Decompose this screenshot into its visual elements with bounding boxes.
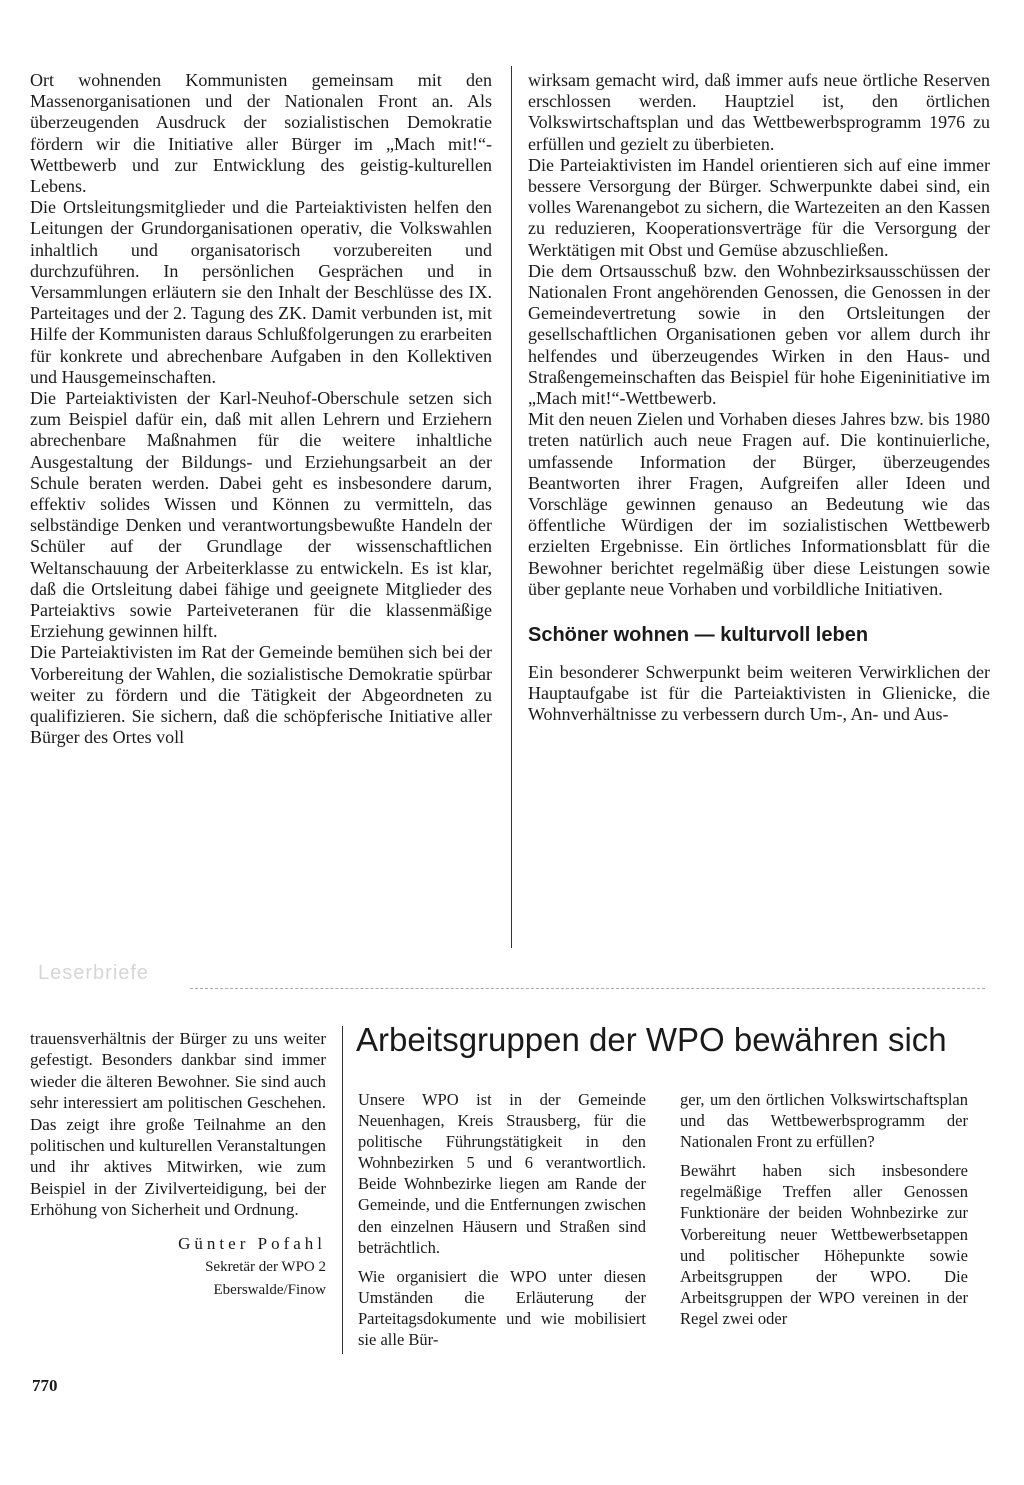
article-column-2 xyxy=(680,1089,968,1337)
body-paragraph: Die dem Ortsausschuß bzw. den Wohnbezirksausschüssen der Nationalen Front angehörenden Genossen, die Genossen in der Gemeindevertretung sowie in den Ortsleitungen der gesellschaftlichen Organisationen geben vor allem durch ihr helfendes und überzeugendes Wirken in den Haus- und Straßengemeinschaften das Beispiel für hohe Eigeninitiative im „Mach mit!“-Wettbewerb. xyxy=(528,260,990,409)
section-label-watermark: Leserbriefe xyxy=(38,962,150,984)
section-divider xyxy=(190,988,985,989)
body-paragraph: trauensverhältnis der Bürger zu uns weiter gefestigt. Besonders dankbar sind immer wieder die älteren Bewohner. Sie sind auch sehr interessiert am politischen Geschehen. Das zeigt ihre große Teilnahme an den politischen und kulturellen Veranstaltungen und ihr aktives Mitwirken, wie zum Beispiel in der Zivilverteidigung, bei der Erhöhung von Sicherheit und Ordnung. xyxy=(30,1029,326,1220)
body-paragraph: Unsere WPO ist in der Gemeinde Neuenhagen, Kreis Strausberg, für die politische Führungstätigkeit in den Wohnbezirken 5 und 6 verantwortlich. Beide Wohnbezirke liegen am Rande der Gemeinde, und die Entfernungen zwischen den einzelnen Häusern und Straßen sind beträchtlich. xyxy=(358,1090,646,1257)
body-paragraph: Die Parteiaktivisten im Handel orientieren sich auf eine immer bessere Versorgung der Bürger. Schwerpunkte dabei sind, ein volles Warenangebot zu sichern, die Wartezeiten an den Kassen zu reduzieren, Kooperationsverträge für die Versorgung der Werktätigen mit Obst und Gemüse abzuschließen. xyxy=(528,154,990,260)
page-number: 770 xyxy=(32,1376,58,1395)
column-divider xyxy=(342,1026,343,1354)
body-paragraph: Die Parteiaktivisten der Karl-Neuhof-Oberschule setzen sich zum Beispiel dafür ein, daß mit allen Lehrern und Erziehern abrechenbare Maßnahmen für die weitere inhaltliche Ausgestaltung der Bildungs- und Erziehungsarbeit an der Schule beraten werden. Dabei geht es insbesondere darum, effektiv solides Wissen und Können zu vermitteln, das selbständige Denken und verantwortungsbewußte Handeln der Schüler auf der Grundlage der wissenschaftlichen Weltanschauung der Arbeiterklasse zu entwickeln. Es ist klar, daß die Ortsleitung dabei fähige und geeignete Mitglieder des Parteiaktivs sowie Parteiveteranen für die klassenmäßige Erziehung gewinnen hilft. xyxy=(30,388,492,642)
body-paragraph: Wie organisiert die WPO unter diesen Umständen die Erläuterung der Parteitagsdokumente und wie mobilisiert sie alle Bür- xyxy=(358,1266,646,1350)
letter-ending xyxy=(30,1028,326,1302)
body-paragraph: Ein besonderer Schwerpunkt beim weiteren Verwirklichen der Hauptaufgabe ist für die Parteiaktivisten in Glienicke, die Wohnverhältnisse zu verbessern durch Um-, An- und Aus- xyxy=(528,662,990,725)
top-right-column xyxy=(528,70,990,726)
section-heading: Schöner wohnen — kulturvoll leben xyxy=(528,624,869,647)
article-title: Arbeitsgruppen der WPO bewähren sich xyxy=(356,1021,947,1058)
body-paragraph: Ort wohnenden Kommunisten gemeinsam mit den Massenorganisationen und der Nationalen Front an. Als überzeugenden Ausdruck der sozialistischen Demokratie fördern wir die Initiative aller Bürger im „Mach mit!“-Wettbewerb und zur Entwicklung des geistig-kulturellen Lebens. xyxy=(30,70,492,197)
signature-name: Günter Pofahl xyxy=(178,1233,326,1253)
body-paragraph: Bewährt haben sich insbesondere regelmäßige Treffen aller Genossen Funktionäre der beiden Wohnbezirke zur Vorbereitung neuer Wettbewerbsetappen und politischer Höhepunkte sowie Arbeitsgruppen der WPO. Die Arbeitsgruppen der WPO vereinen in der Regel zwei oder xyxy=(680,1161,968,1328)
body-paragraph: Die Ortsleitungsmitglieder und die Parteiaktivisten helfen den Leitungen der Grundorganisationen operativ, die Volkswahlen inhaltlich und organisatorisch vorzubereiten und durchzuführen. In persönlichen Gesprächen und in Versammlungen erläutern sie den Inhalt der Beschlüsse des IX. Parteitages und der 2. Tagung des ZK. Damit verbunden ist, mit Hilfe der Kommunisten daraus Schlußfolgerungen zu erarbeiten für konkrete und abrechenbare Aufgaben in den Kollektiven und Hausgemeinschaften. xyxy=(30,197,492,387)
body-paragraph: wirksam gemacht wird, daß immer aufs neue örtliche Reserven erschlossen werden. Hauptziel ist, den örtlichen Volkswirtschaftsplan und das Wettbewerbsprogramm 1976 zu erfüllen und gezielt zu überbieten. xyxy=(528,70,990,154)
column-divider xyxy=(511,66,512,948)
body-paragraph: Mit den neuen Zielen und Vorhaben dieses Jahres bzw. bis 1980 treten natürlich auch neue Fragen auf. Die kontinuierliche, umfassende Information der Bürger, überzeugendes Beantworten ihrer Fragen, Aufgreifen aller Ideen und Vorschläge gewinnen genauso an Bedeutung wie das öffentliche Würdigen der im sozialistischen Wettbewerb erzielten Ergebnisse. Ein örtliches Informationsblatt für die Bewohner berichtet regelmäßig über diese Leistungen sowie über geplante neue Vorhaben und vorbildliche Initiativen. xyxy=(528,409,990,599)
signature-place: Eberswalde/Finow xyxy=(213,1282,326,1299)
signature-role: Sekretär der WPO 2 xyxy=(205,1259,326,1276)
body-paragraph: Die Parteiaktivisten im Rat der Gemeinde bemühen sich bei der Vorbereitung der Wahlen, die sozialistische Demokratie spürbar weiter zu fördern und die Tätigkeit der Abgeordneten zu qualifizieren. Sie sichern, daß die schöpferische Initiative aller Bürger des Ortes voll xyxy=(30,642,492,748)
body-paragraph: ger, um den örtlichen Volkswirtschaftsplan und das Wettbewerbsprogramm der Nationalen Front zu erfüllen? xyxy=(680,1090,968,1152)
article-column-1 xyxy=(358,1089,646,1358)
top-left-column xyxy=(30,70,492,749)
